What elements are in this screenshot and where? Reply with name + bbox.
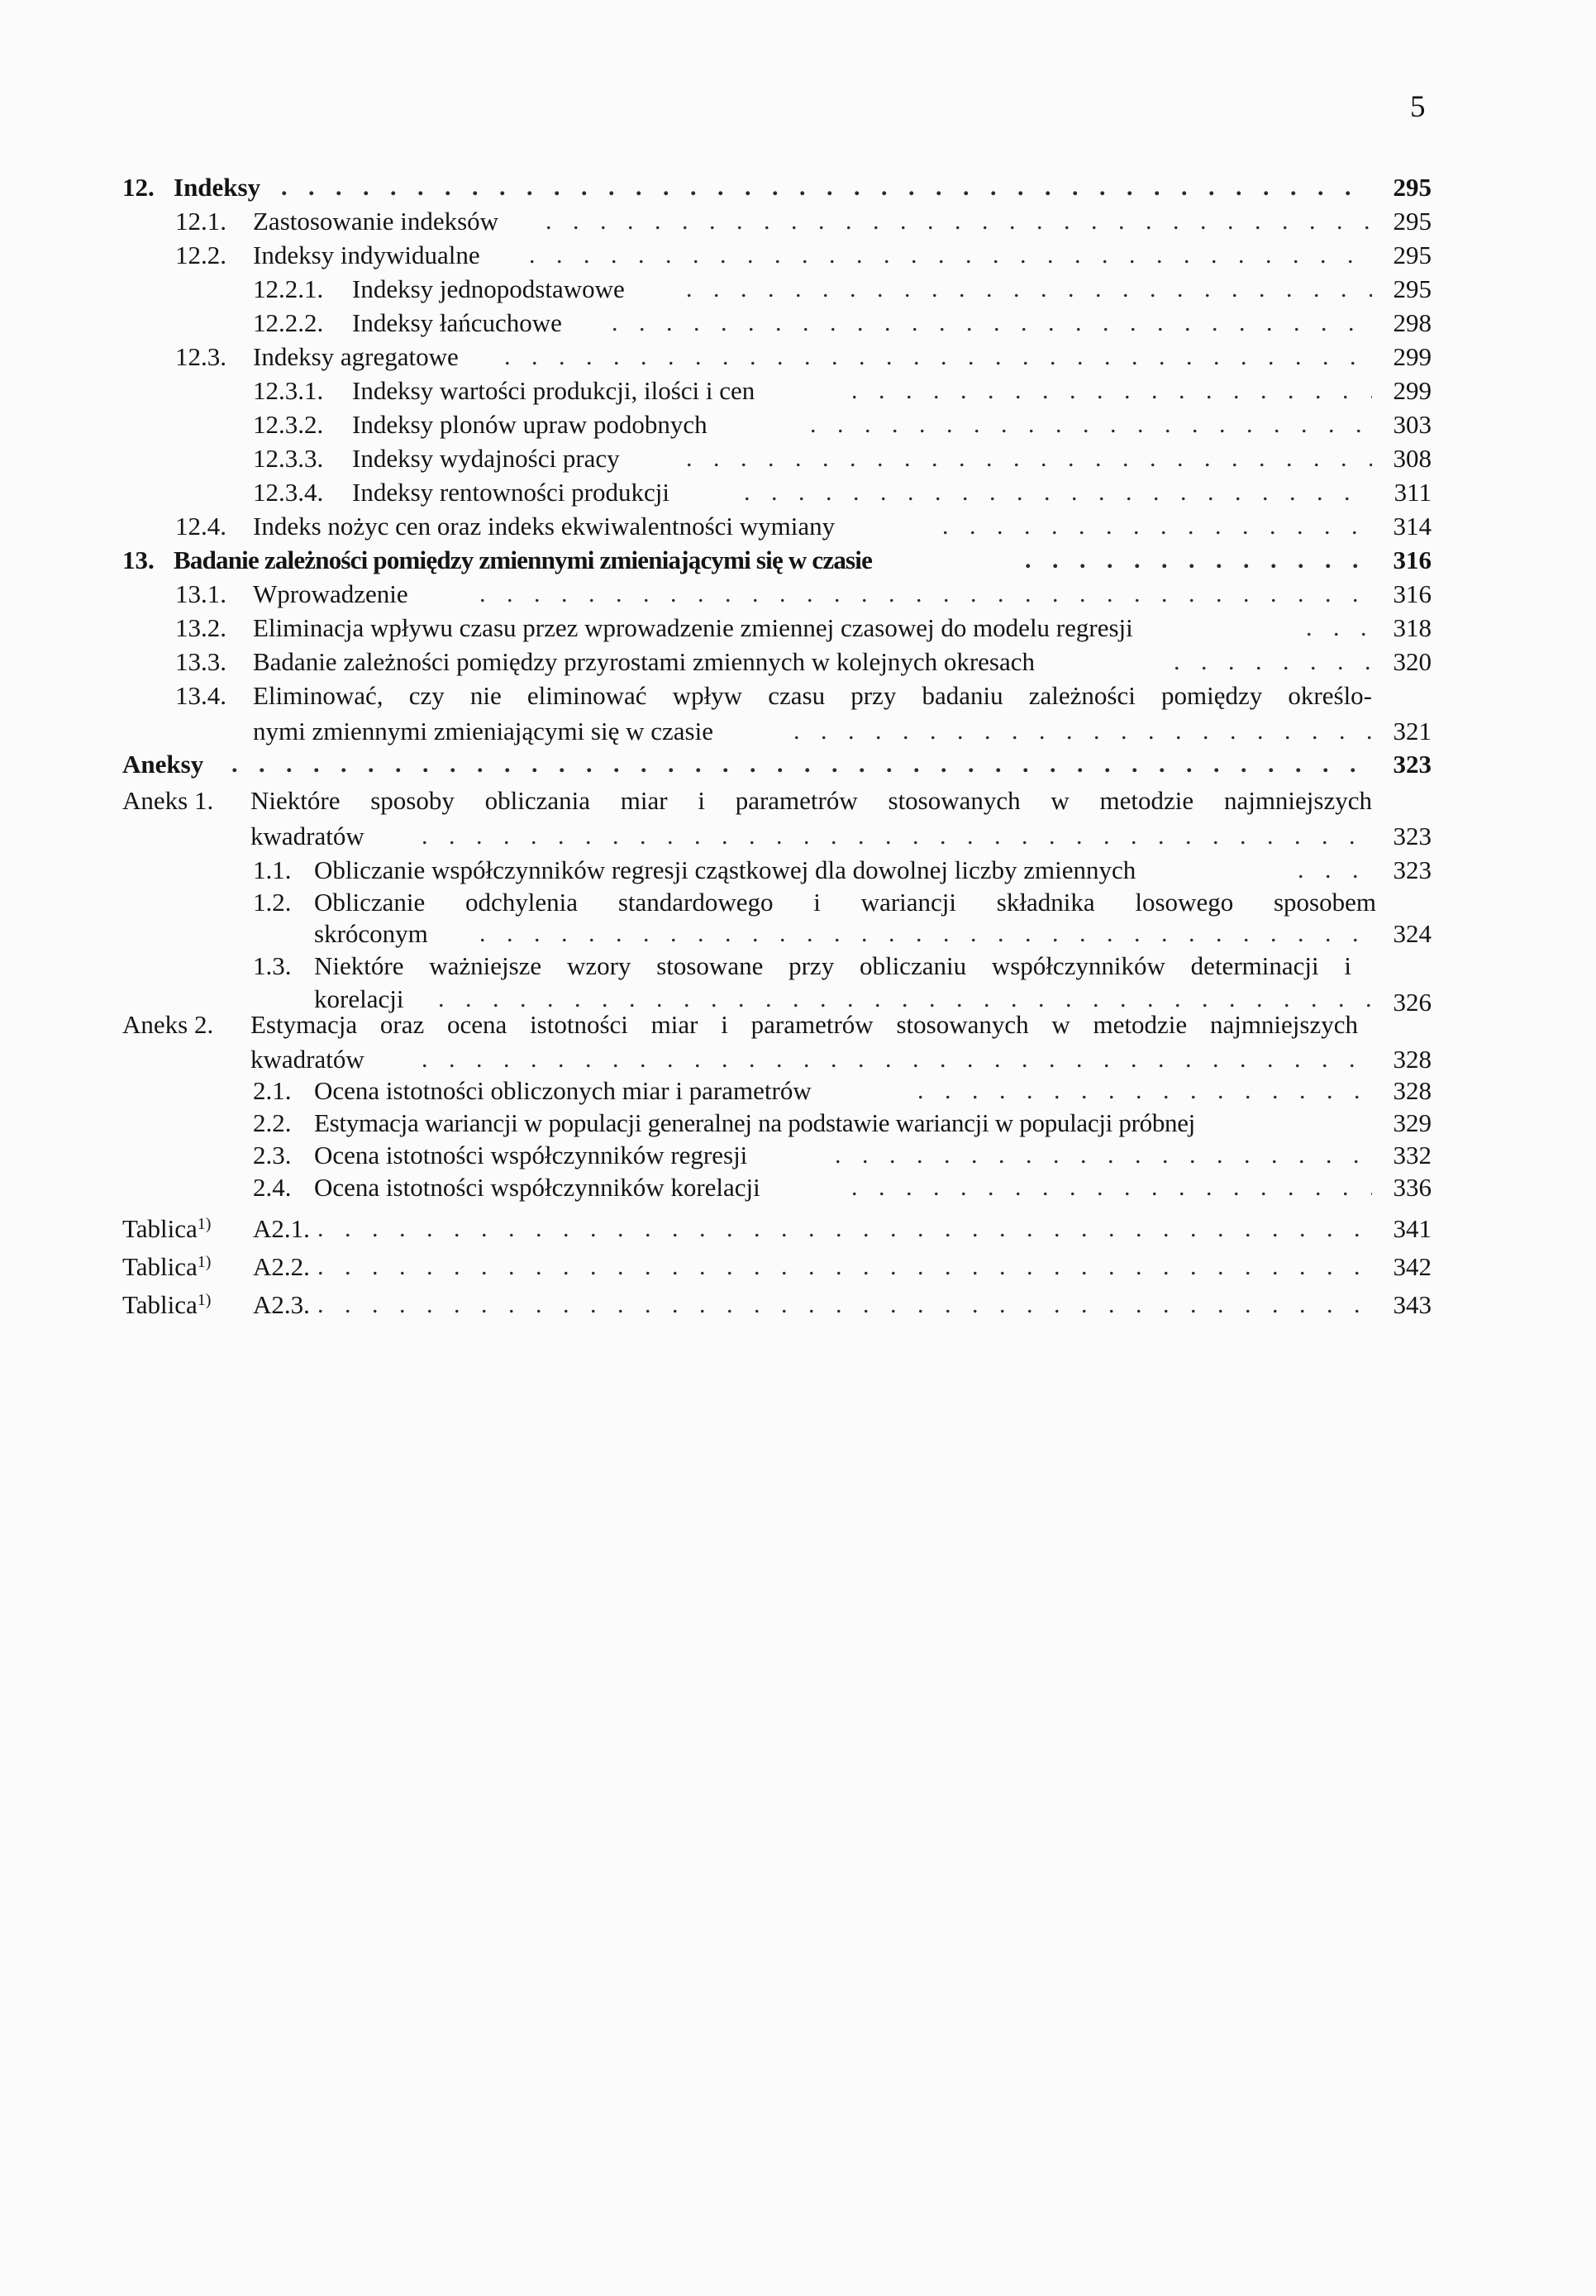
leader-dots [686,443,1372,474]
entry-title-line1: Niektóre sposoby obliczania miar i parametrów stosowanych w metodzie najmniejszych [250,786,1372,815]
entry-number: 2.1. [253,1076,292,1105]
entry-number: 1.1. [253,855,292,884]
leader-dots [529,240,1372,271]
entry-page: 299 [1393,342,1432,371]
entry-page: 316 [1393,545,1432,574]
entry-title: Indeksy plonów upraw podobnych [352,410,707,439]
entry-number: 13.3. [175,647,226,676]
entry-page: 295 [1393,274,1432,303]
leader-dots [612,307,1372,339]
entry-title: Indeks nożyc cen oraz indeks ekwiwalentności wymiany [253,512,836,541]
entry-title: Eliminacja wpływu czasu przez wprowadzenie zmiennej czasowej do modelu regresji [253,613,1133,642]
entry-number: 12.3.1. [253,376,324,405]
entry-title-line2: skróconym [314,919,428,948]
page-number: 5 [1410,90,1426,124]
table-word [122,1289,211,1321]
entry-page: 323 [1393,750,1432,779]
entry-number: 2.4. [253,1173,292,1202]
entry-page: 295 [1393,173,1432,202]
entry-title: Ocena istotności współczynników korelacji [314,1173,760,1202]
leader-dots [835,1140,1372,1171]
leader-dots [422,1044,1372,1075]
entry-title: Obliczanie współczynników regresji cząstkowej dla dowolnej liczby zmiennych [314,855,1136,884]
entry-title: Indeksy jednopodstawowe [352,274,625,303]
leader-dots [1298,855,1372,886]
entry-title: Indeksy wydajności pracy [352,444,620,473]
leader-dots [686,274,1372,305]
entry-page: 323 [1393,822,1432,850]
table-ref: A2.3. [253,1290,310,1319]
entry-title-line2: korelacji [314,984,404,1013]
entry-page: 328 [1393,1045,1432,1074]
entry-page: 318 [1393,613,1432,642]
leader-dots [317,1251,1372,1283]
leader-dots [422,821,1372,852]
entry-page: 314 [1393,512,1432,541]
entry-page: 324 [1393,919,1432,948]
entry-title: Zastosowanie indeksów [253,207,499,236]
entry-page: 342 [1393,1252,1432,1281]
entry-page: 329 [1393,1108,1432,1137]
entry-number: 2.3. [253,1141,292,1169]
table-word-text: Tablica [122,1290,198,1319]
entry-page: 303 [1393,410,1432,439]
entry-page: 332 [1393,1141,1432,1169]
entry-number: 1.2. [253,888,292,917]
leader-dots [317,1289,1372,1321]
leader-dots [744,477,1372,508]
entry-number: Aneks 1. [122,786,214,815]
footnote-mark: 1) [197,1253,212,1271]
leader-dots [317,1213,1372,1245]
entry-title: Indeksy rentowności produkcji [352,478,669,507]
entry-number: 12.2. [175,241,226,269]
footnote-mark: 1) [197,1291,212,1309]
table-word [122,1213,211,1245]
entry-number: 13.2. [175,613,226,642]
entry-page: 299 [1393,376,1432,405]
entry-number: 2.2. [253,1108,292,1137]
entry-page: 295 [1393,241,1432,269]
entry-page: 326 [1393,988,1432,1017]
leader-dots [504,341,1372,373]
entry-title: Indeksy wartości produkcji, ilości i cen [352,376,755,405]
entry-title-line1: Obliczanie odchylenia standardowego i wariancji składnika losowego sposobem [314,888,1376,917]
entry-page: 295 [1393,207,1432,236]
entry-title-line1: Niektóre ważniejsze wzory stosowane przy obliczaniu współczynników determinacji i [314,951,1351,980]
entry-number: 12.1. [175,207,226,236]
leader-dots [1025,545,1372,576]
entry-number: 12.2.2. [253,308,324,337]
entry-number: 12.3. [175,342,226,371]
entry-number: 12.2.1. [253,274,324,303]
entry-title: Wprowadzenie [253,579,408,608]
entry-number: 13.4. [175,681,226,710]
leader-dots [810,409,1372,441]
entry-page: 323 [1393,855,1432,884]
entry-page: 316 [1393,579,1432,608]
entry-page: 343 [1393,1290,1432,1319]
leader-dots [1306,612,1372,644]
leader-dots [281,172,1372,203]
table-ref: A2.1. [253,1214,310,1243]
entry-title-line1: Eliminować, czy nie eliminować wpływ czasu przy badaniu zależności pomiędzy określo- [253,681,1372,710]
entry-title-line1: Estymacja oraz ocena istotności miar i parametrów stosowanych w metodzie najmniejszych [250,1010,1358,1039]
leader-dots [231,749,1372,780]
entry-page: 336 [1393,1173,1432,1202]
entry-title: Indeksy łańcuchowe [352,308,562,337]
entry-number: 12. [122,173,155,202]
entry-number: 12.3.3. [253,444,324,473]
leader-dots [917,1075,1372,1107]
entry-title: Indeksy agregatowe [253,342,459,371]
entry-page: 311 [1394,478,1432,507]
entry-title: Badanie zależności pomiędzy zmiennymi zmieniającymi się w czasie [174,545,873,574]
entry-number: 12.4. [175,512,226,541]
entry-number: Aneks 2. [122,1010,214,1039]
leader-dots [479,918,1372,950]
entry-page: 320 [1393,647,1432,676]
leader-dots [942,511,1372,542]
entry-title: Badanie zależności pomiędzy przyrostami zmiennych w kolejnych okresach [253,647,1036,676]
table-word-text: Tablica [122,1214,198,1243]
table-ref: A2.2. [253,1252,310,1281]
entry-page: 341 [1393,1214,1432,1243]
leader-dots [851,375,1372,407]
entry-number: 12.3.4. [253,478,324,507]
entry-title-line2: kwadratów [250,822,364,850]
entry-title: Ocena istotności współczynników regresji [314,1141,748,1169]
entry-title: Estymacja wariancji w populacji generalnej na podstawie wariancji w populacji próbnej [314,1108,1195,1137]
entry-number: 1.3. [253,951,292,980]
table-word-text: Tablica [122,1252,198,1281]
entry-title: Aneksy [122,750,204,779]
entry-title: Indeksy [174,173,261,202]
footnote-mark: 1) [197,1215,212,1233]
entry-page: 321 [1393,717,1432,745]
table-word [122,1251,211,1283]
entry-title: Ocena istotności obliczonych miar i parametrów [314,1076,812,1105]
entry-number: 13.1. [175,579,226,608]
leader-dots [479,579,1372,610]
entry-title-line2: nymi zmiennymi zmieniającymi się w czasie [253,717,713,745]
entry-number: 12.3.2. [253,410,324,439]
leader-dots [793,716,1372,747]
entry-page: 328 [1393,1076,1432,1105]
leader-dots [1174,646,1372,678]
entry-number: 13. [122,545,155,574]
leader-dots [851,1172,1372,1203]
entry-title: Indeksy indywidualne [253,241,480,269]
entry-title-line2: kwadratów [250,1045,364,1074]
entry-page: 298 [1393,308,1432,337]
leader-dots [545,206,1372,237]
entry-page: 308 [1393,444,1432,473]
